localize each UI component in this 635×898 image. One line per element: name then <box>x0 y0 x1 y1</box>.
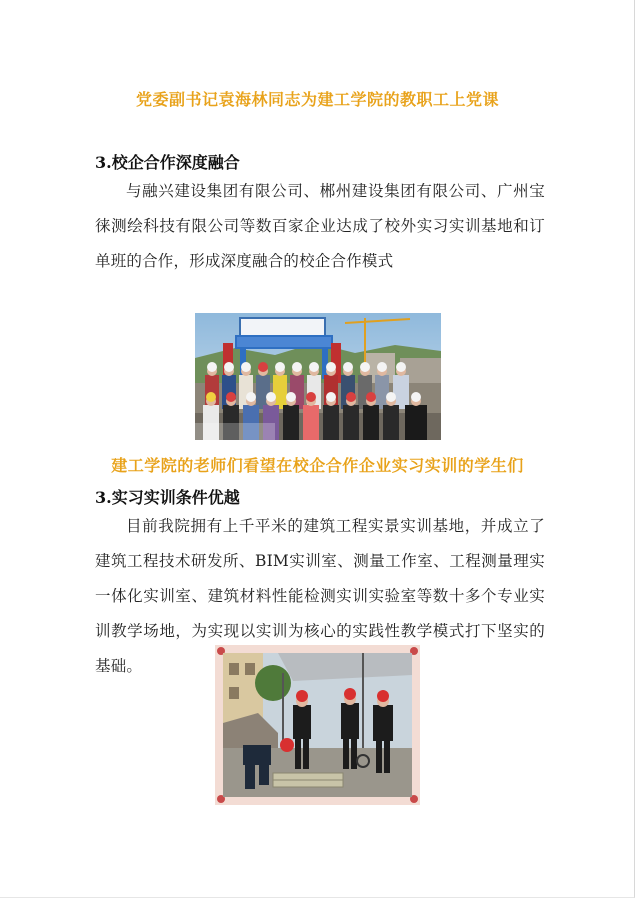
photo-caption-party-lecture: 党委副书记袁海林同志为建工学院的教职工上党课 <box>135 90 499 109</box>
section-heading-school-enterprise: 3.校企合作深度融合 <box>95 153 240 172</box>
training-site-photo <box>215 645 420 805</box>
group-photo-construction-site <box>195 313 441 440</box>
section-heading-training-conditions: 3.实习实训条件优越 <box>95 488 240 507</box>
section-paragraph-training-conditions: 目前我院拥有上千平米的建筑工程实景实训基地，并成立了建筑工程技术研发所、BIM实训室、测量工作室、工程测量理实一体化实训室、建筑材料性能检测实训实验室等数十多个专业实训教学场地，为实现以实训为核心的实践性教学模式打下坚实的基础。 <box>95 517 545 675</box>
section-paragraph-school-enterprise: 与融兴建设集团有限公司、郴州建设集团有限公司、广州宝徕测绘科技有限公司等数百家企业达成了校外实习实训基地和订单班的合作，形成深度融合的校企合作模式 <box>95 182 545 270</box>
photo-caption-teachers-visit: 建工学院的老师们看望在校企合作企业实习实训的学生们 <box>111 456 524 475</box>
